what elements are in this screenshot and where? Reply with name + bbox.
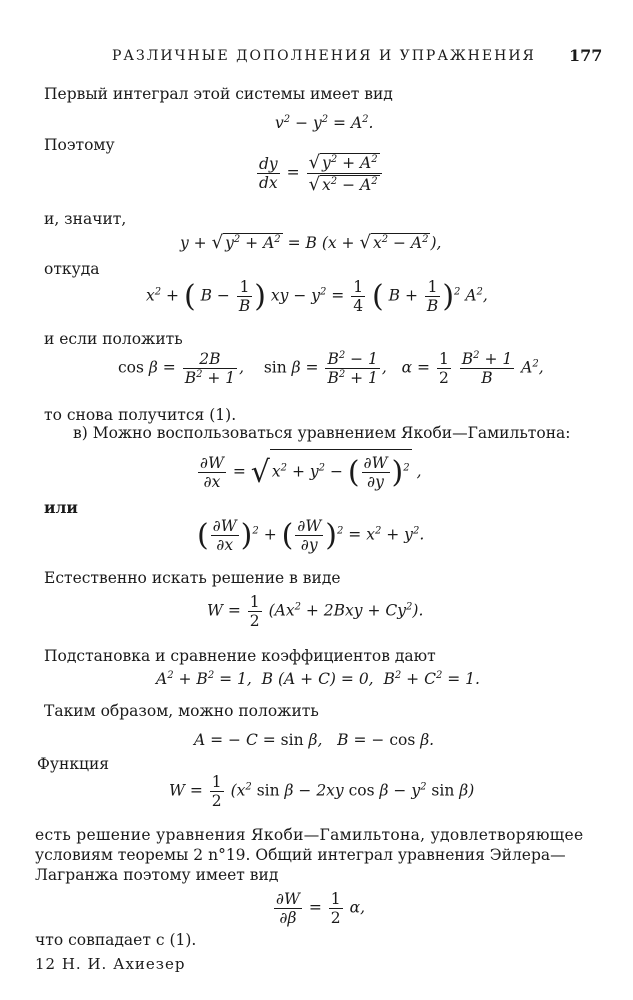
text-line: в) Можно воспользоваться уравнением Якоби—Гамильтона: [73,424,571,442]
equation-coefficients: $A^2 + B^2 = 1$, B (A + C) = 0, $B^2 + C^2 = 1$. [156,670,480,689]
text-line: Таким образом, можно положить [44,702,319,720]
equation-general-integral: $\frac{\partial W}{\partial\beta}$ = $\frac{1}{2}$ α, [276,890,365,927]
equation-w-function: W = $\frac{1}{2}$ ($x^2$ sin β − 2xy $\cos \beta - y^2$ sin β) [169,773,475,810]
equation-substitution: cos β = $\frac{2B}{B^2 + 1}$ , sin β = $\frac{B^2 - 1}{B^2 + 1}$ , α = $\frac{1}{2}$ $\frac{B^2 + 1}{B}$ $A^2$, [118,350,544,388]
running-title: РАЗЛИЧНЫЕ ДОПОЛНЕНИЯ И УПРАЖНЕНИЯ [112,48,536,64]
text-line: условиям теоремы 2 n°19. Общий интеграл уравнения Эйлера— [35,846,566,864]
text-line: Первый интеграл этой системы имеет вид [44,85,393,103]
text-line: и, значит, [44,210,127,228]
text-line: то снова получится (1). [44,406,237,424]
text-line: Лагранжа поэтому имеет вид [35,866,279,884]
equation-quadratic: $x^2$ + ( B − $\frac{1}{B}$ ) xy − $y^2$ = $\frac{1}{4}$ ( B + $\frac{1}{B}$ )$^2$ $A^2$, [146,278,488,315]
equation-dy-dx: $\frac{dy}{dx}$ = $\frac{√ y^2 + A^2}{√ x^2 - A^2}$ [255,152,384,195]
equation-hamilton-jacobi: $\frac{\partial W}{\partial x}$ = √ $x^2 + y^2$ − ( $\frac{\partial W}{\partial y}$ )$^2$ , [196,449,422,491]
page-number: 177 [569,46,603,65]
text-line: Поэтому [44,136,115,154]
text-line: Подстановка и сравнение коэффициентов дают [44,647,436,665]
equation-hamilton-jacobi-squared: ( $\frac{\partial W}{\partial x}$ )$^2$ + ( $\frac{\partial W}{\partial y}$ )$^2 = x^2 + y^2$. [197,517,425,554]
text-line: Естественно искать решение в виде [44,569,341,587]
text-line: и если положить [44,330,183,348]
text-line: или [44,498,78,517]
printer-signature: 12 Н. И. Ахиезер [35,955,186,973]
equation-w-ansatz: W = $\frac{1}{2}$ $(Ax^2 + 2Bxy + Cy^2)$. [207,593,424,630]
text-line: откуда [44,260,100,278]
text-line: есть решение уравнения Якоби—Гамильтона, удовлетворяющее [35,826,584,844]
text-line: что совпадает с (1). [35,931,197,949]
text-line: Функция [37,755,110,773]
equation-first-integral: $v^2 - y^2 = A^2$. [275,114,374,133]
equation-parameters: A = − C = sin β, B = − cos β. [194,731,435,749]
equation-solution: y + √ $y^2 + A^2 = B$ (x + √ $x^2 - A^2$ ), [180,232,442,253]
